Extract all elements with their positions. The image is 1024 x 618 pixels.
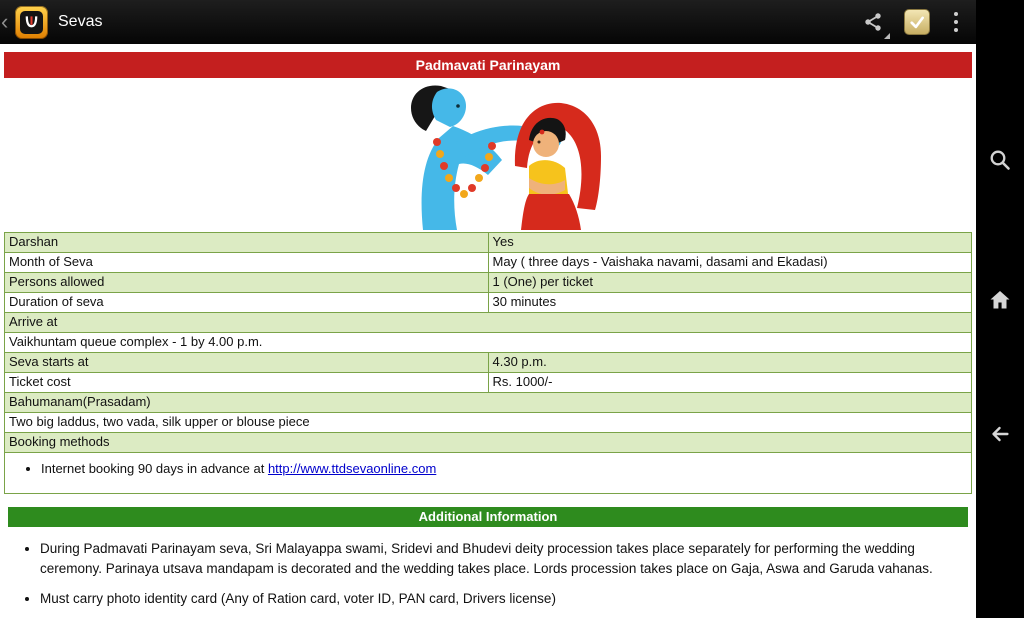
overflow-menu-icon [954, 12, 958, 16]
booking-method-text: Internet booking 90 days in advance at [41, 461, 268, 476]
row-value: Yes [488, 233, 972, 253]
row-label: Persons allowed [5, 273, 489, 293]
back-chevron-icon[interactable]: ‹ [1, 9, 9, 34]
table-row [5, 433, 972, 453]
booking-method-item [41, 460, 967, 477]
search-button[interactable] [988, 148, 1012, 172]
table-row [5, 413, 972, 433]
overflow-menu-button[interactable] [946, 8, 966, 36]
row-value: 30 minutes [488, 293, 972, 313]
table-row-booking [5, 453, 972, 494]
app-logo-icon[interactable] [15, 6, 48, 39]
seva-details-table [4, 232, 972, 494]
row-label: Bahumanam(Prasadam) [5, 393, 972, 413]
additional-info-list [8, 539, 968, 609]
home-icon [988, 288, 1012, 312]
booking-methods-list [9, 460, 967, 477]
action-bar-buttons [858, 7, 966, 37]
row-value: 1 (One) per ticket [488, 273, 972, 293]
table-row [5, 373, 972, 393]
back-icon [988, 422, 1012, 446]
search-icon [988, 148, 1012, 172]
row-label: Arrive at [5, 313, 972, 333]
row-label: Darshan [5, 233, 489, 253]
checkbox-button[interactable] [904, 9, 930, 35]
seva-title-banner: Padmavati Parinayam [4, 52, 972, 78]
namam-emblem-icon [20, 11, 43, 34]
checkmark-icon [908, 13, 926, 31]
right-navigation-bar [976, 0, 1024, 618]
additional-info-item: • During Padmavati Parinayam seva, Sri Malayappa swami, Sridevi and Bhudevi deity procession takes place separately for performing the wedding ceremony. Parinaya utsava mandapam is decorated and the wedding takes place. Lords procession takes place on Gaja, Aswa and Garuda vahanas. [40, 539, 968, 578]
row-value: Rs. 1000/- [488, 373, 972, 393]
ttdsevaonline-link[interactable]: http://www.ttdsevaonline.com [267, 461, 437, 476]
row-label: Duration of seva [5, 293, 489, 313]
row-label: Month of Seva [5, 253, 489, 273]
row-value: Vaikhuntam queue complex - 1 by 4.00 p.m. [5, 333, 972, 353]
back-button[interactable] [988, 422, 1012, 446]
row-label: Ticket cost [5, 373, 489, 393]
table-row [5, 273, 972, 293]
row-label: Seva starts at [5, 353, 489, 373]
home-button[interactable] [988, 288, 1012, 312]
table-row [5, 233, 972, 253]
row-value: Two big laddus, two vada, silk upper or blouse piece [5, 413, 972, 433]
share-button[interactable] [858, 7, 888, 37]
additional-info-item: • Must carry photo identity card (Any of Ration card, voter ID, PAN card, Drivers license) [40, 589, 968, 609]
row-value: 4.30 p.m. [488, 353, 972, 373]
page-app-title: Sevas [58, 13, 103, 30]
row-label: Booking methods [5, 433, 972, 453]
additional-info-banner: Additional Information [8, 507, 968, 527]
table-row [5, 393, 972, 413]
table-row [5, 313, 972, 333]
share-expand-indicator [884, 33, 890, 39]
table-row [5, 353, 972, 373]
table-row [5, 293, 972, 313]
table-row [5, 253, 972, 273]
row-value: May ( three days - Vaishaka navami, dasami and Ekadasi) [488, 253, 972, 273]
main-content [0, 44, 976, 618]
wedding-illustration [0, 80, 976, 232]
share-icon [862, 11, 884, 33]
booking-methods-cell [5, 453, 972, 494]
table-row [5, 333, 972, 353]
action-bar [0, 0, 976, 44]
